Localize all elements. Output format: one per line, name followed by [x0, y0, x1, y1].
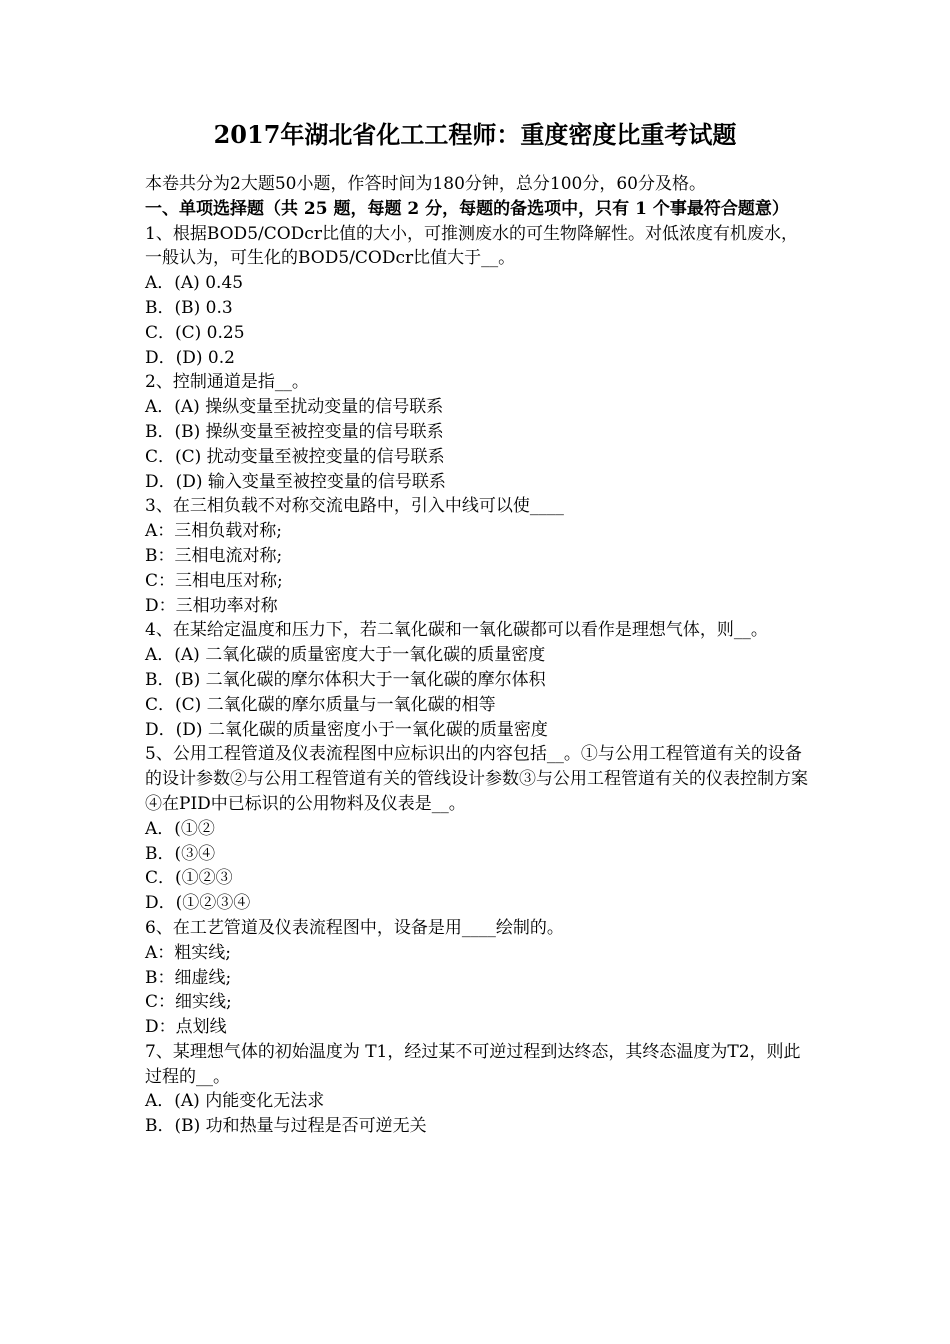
question-stem: 5、公用工程管道及仪表流程图中应标识出的内容包括__。①与公用工程管道有关的设备的设计参数②与公用工程管道有关的管线设计参数③与公用工程管道有关的仪表控制方案④在PID中已标识的公用物料及仪表是__。 [145, 744, 808, 814]
exam-intro: 本卷共分为2大题50小题，作答时间为180分钟，总分100分，60分及格。 [145, 174, 706, 194]
option-a: A．(A) 内能变化无法求 [145, 1091, 325, 1112]
question-2 [145, 370, 813, 494]
option-d: D：点划线 [145, 1017, 227, 1038]
option-b: B．(B) 功和热量与过程是否可逆无关 [145, 1116, 427, 1137]
option-c: C．(C) 扰动变量至被控变量的信号联系 [145, 446, 445, 467]
option-b: B．(B) 0.3 [145, 297, 233, 318]
option-d: D．(D) 二氧化碳的质量密度小于一氧化碳的质量密度 [145, 719, 548, 740]
option-a: A：三相负载对称; [145, 521, 283, 542]
question-7 [145, 1040, 813, 1139]
question-1 [145, 222, 813, 371]
option-c: C：三相电压对称; [145, 570, 283, 591]
question-stem: 2、控制通道是指__。 [145, 372, 309, 393]
option-c: C．(①②③ [145, 868, 233, 889]
option-a: A．(A) 二氧化碳的质量密度大于一氧化碳的质量密度 [145, 645, 546, 666]
option-d: D：三相功率对称 [145, 595, 278, 616]
question-4 [145, 618, 813, 742]
option-b: B．(B) 操纵变量至被控变量的信号联系 [145, 421, 444, 442]
question-stem: 1、根据BOD5/CODcr比值的大小，可推测废水的可生物降解性。对低浓度有机废水，一般认为，可生化的BOD5/CODcr比值大于__。 [145, 223, 798, 269]
option-b: B：三相电流对称; [145, 545, 283, 566]
option-d: D．(D) 输入变量至被控变量的信号联系 [145, 471, 446, 492]
option-a: A．(A) 操纵变量至扰动变量的信号联系 [145, 397, 444, 418]
question-3 [145, 494, 813, 618]
option-b: B：细虚线; [145, 967, 232, 988]
option-b: B．(③④ [145, 843, 216, 864]
question-stem: 4、在某给定温度和压力下，若二氧化碳和一氧化碳都可以看作是理想气体，则__。 [145, 620, 768, 641]
question-6 [145, 916, 813, 1040]
option-d: D．(D) 0.2 [145, 347, 235, 368]
question-stem: 3、在三相负载不对称交流电路中，引入中线可以使____ [145, 496, 564, 517]
page-title: 2017年湖北省化工工程师：重度密度比重考试题 [213, 120, 737, 149]
option-c: C：细实线; [145, 992, 232, 1013]
option-c: C．(C) 二氧化碳的摩尔质量与一氧化碳的相等 [145, 694, 496, 715]
exam-body [145, 172, 813, 1139]
question-stem: 6、在工艺管道及仪表流程图中，设备是用____绘制的。 [145, 917, 564, 938]
option-a: A．(①② [145, 818, 215, 839]
question-5 [145, 742, 813, 916]
option-d: D．(①②③④ [145, 893, 251, 914]
option-c: C．(C) 0.25 [145, 322, 245, 343]
question-stem: 7、某理想气体的初始温度为 T1，经过某不可逆过程到达终态，其终态温度为T2，则此过程的__。 [145, 1041, 801, 1087]
option-b: B．(B) 二氧化碳的摩尔体积大于一氧化碳的摩尔体积 [145, 669, 546, 690]
section-heading: 一、单项选择题（共 25 题，每题 2 分，每题的备选项中，只有 1 个事最符合题意） [145, 198, 789, 219]
option-a: A：粗实线; [145, 942, 232, 963]
option-a: A．(A) 0.45 [145, 273, 244, 294]
